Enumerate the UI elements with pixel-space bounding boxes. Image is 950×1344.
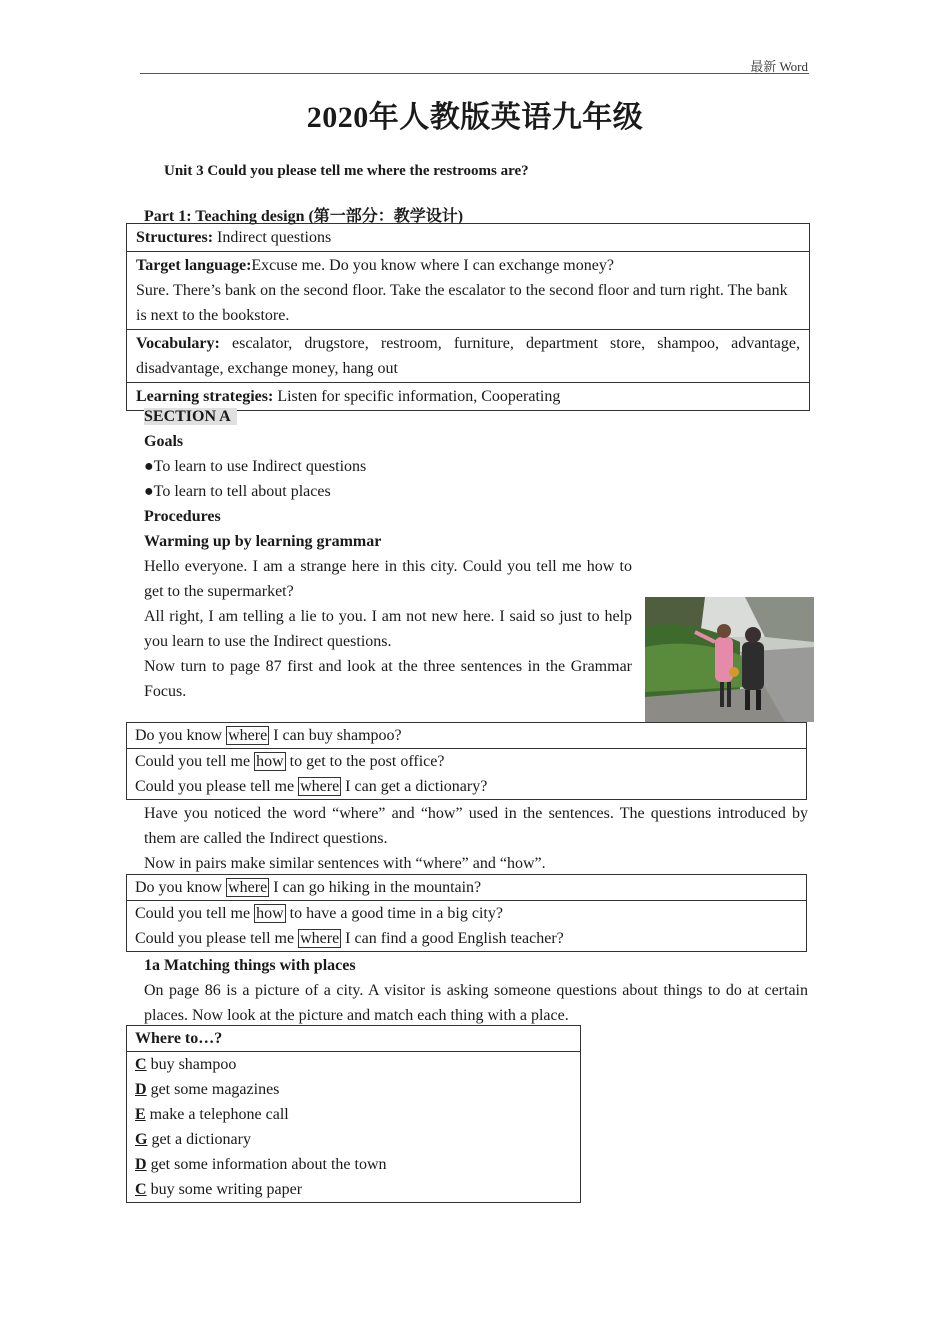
answer-letter: E (135, 1106, 146, 1123)
boxed-question-word: where (228, 727, 268, 744)
street-photo (645, 597, 814, 722)
bullet-icon: ● (144, 483, 154, 500)
answer-letter: C (135, 1181, 147, 1198)
procedures-heading: Procedures (144, 508, 221, 525)
example-sentence: Could you tell me how to have a good time in a big city? (127, 900, 806, 926)
vocabulary-label: Vocabulary: (136, 335, 220, 352)
answer-letter: G (135, 1131, 148, 1148)
goals-heading: Goals (144, 433, 184, 450)
match-row (127, 1102, 580, 1127)
page-title: 2020年人教版英语九年级 (306, 101, 644, 134)
header-label: 最新 Word (750, 59, 808, 74)
warming-up-text (144, 554, 632, 704)
match-row (127, 1077, 580, 1102)
learning-strategies-label: Learning strategies: (136, 388, 274, 405)
match-row (127, 1127, 580, 1152)
target-language-label: Target language: (136, 257, 252, 274)
example-sentence: Do you know where I can buy shampoo? (135, 727, 402, 744)
example-sentence: Could you please tell me where I can find a good English teacher? (135, 930, 564, 947)
goal-text: To learn to use Indirect questions (153, 458, 367, 475)
vocabulary-row (127, 329, 809, 382)
boxed-question-word: how (256, 905, 284, 922)
unit-title: Unit 3 Could you please tell me where the restrooms are? (164, 163, 529, 179)
warming-up-heading: Warming up by learning grammar (144, 533, 382, 550)
match-text: buy some writing paper (150, 1181, 303, 1198)
match-text: get a dictionary (151, 1131, 251, 1148)
answer-letter: C (135, 1056, 147, 1073)
vocabulary-value: escalator, drugstore, restroom, furniture, department store, shampoo, advantage, disadvantage, exchange money, hang out (136, 335, 801, 377)
where-to-header: Where to…? (127, 1026, 580, 1052)
learning-strategies-value: Listen for specific information, Cooperating (277, 388, 561, 405)
match-text: get some information about the town (150, 1156, 387, 1173)
section-a-heading: SECTION A (144, 408, 237, 425)
goal-item (144, 479, 331, 504)
matching-heading: 1a Matching things with places (144, 957, 356, 974)
target-language-value-2: Sure. There’s bank on the second floor. Take the escalator to the second floor and turn right. The bank is next to the bookstore. (136, 282, 788, 324)
bullet-icon: ● (144, 458, 154, 475)
target-language-value-1: Excuse me. Do you know where I can exchange money? (251, 257, 614, 274)
structures-value: Indirect questions (217, 229, 332, 246)
teaching-design-table (126, 223, 810, 411)
boxed-question-word: where (228, 879, 268, 896)
pair-examples-table (126, 874, 807, 952)
grammar-focus-table (126, 722, 807, 800)
matching-intro: On page 86 is a picture of a city. A visitor is asking someone questions about things to do at certain places. Now look at the picture and match each thing with a place. (144, 982, 808, 1024)
match-row (127, 1052, 580, 1077)
paragraph: All right, I am telling a lie to you. I am not new here. I said so just to help you learn to use the Indirect questions. (144, 608, 632, 650)
part1-title: Part 1: Teaching design (第一部分：教学设计) (144, 208, 464, 225)
boxed-question-word: how (256, 753, 284, 770)
header-rule (140, 73, 809, 74)
paragraph: Hello everyone. I am a strange here in this city. Could you tell me how to get to the supermarket? (144, 558, 632, 600)
paragraph: Now turn to page 87 first and look at the three sentences in the Grammar Focus. (144, 658, 632, 700)
notice-text (144, 801, 808, 876)
boxed-question-word: where (300, 778, 340, 795)
target-language-row (127, 251, 809, 329)
match-row (127, 1152, 580, 1177)
match-text: buy shampoo (150, 1056, 237, 1073)
example-sentence: Do you know where I can go hiking in the mountain? (135, 879, 482, 896)
paragraph: Have you noticed the word “where” and “how” used in the sentences. The questions introduced by them are called the Indirect questions. (144, 805, 808, 847)
goal-item (144, 454, 366, 479)
example-sentence: Could you please tell me where I can get a dictionary? (135, 778, 488, 795)
structures-label: Structures: (136, 229, 214, 246)
match-row (127, 1177, 580, 1202)
match-text: make a telephone call (149, 1106, 289, 1123)
answer-letter: D (135, 1081, 147, 1098)
where-to-table (126, 1025, 581, 1203)
paragraph: Now in pairs make similar sentences with “where” and “how”. (144, 855, 546, 872)
match-text: get some magazines (150, 1081, 280, 1098)
structures-row (127, 224, 809, 251)
boxed-question-word: where (300, 930, 340, 947)
example-sentence: Could you tell me how to get to the post office? (127, 748, 806, 774)
answer-letter: D (135, 1156, 147, 1173)
goal-text: To learn to tell about places (153, 483, 331, 500)
